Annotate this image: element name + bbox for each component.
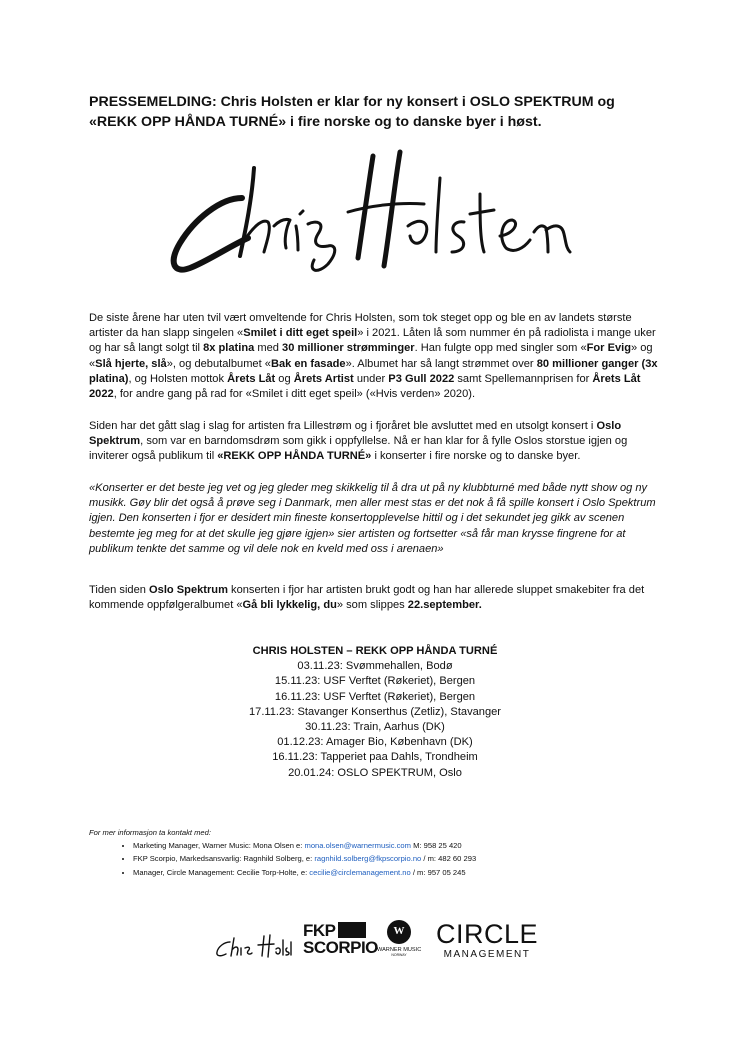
tour-date: 01.12.23: Amager Bio, København (DK) xyxy=(277,736,473,749)
paragraph-oslo-spektrum: Siden har det gått slag i slag for artisten fra Lillestrøm og i fjoråret ble avsluttet med en utsolgt konsert i Oslo Spektrum, som var en barndomsdrøm som gikk i oppfyllelse. Nå er han klar for å fylle Oslos storstue igjen og inviterer også publikum til «REKK OPP HÅNDA TURNÉ» i konserter i fire norske og to danske byer. xyxy=(89,420,628,463)
contact-item: • Marketing Manager, Warner Music: Mona Olsen e: mona.olsen@warnermusic.com M: 958 25 420 xyxy=(133,839,689,852)
contact-info xyxy=(89,826,689,879)
tour-date: 15.11.23: USF Verftet (Røkeriet), Bergen xyxy=(274,675,476,688)
tour-dates xyxy=(89,644,661,781)
tour-date: 16.11.23: Tapperiet paa Dahls, Trondheim xyxy=(272,751,478,764)
signature-chris-holsten xyxy=(168,148,578,278)
paragraph-new-album: Tiden siden Oslo Spektrum konserten i fjor har artisten brukt godt og han har allerede sluppet smakebiter fra det kommende oppfølgeralbumet «Gå bli lykkelig, du» som slippes 22.september. xyxy=(89,584,645,612)
contact-intro: For mer informasjon ta kontakt med: xyxy=(89,828,211,837)
tour-heading: CHRIS HOLSTEN – REKK OPP HÅNDA TURNÉ xyxy=(252,645,498,657)
email-link-ragnhild[interactable]: ragnhild.solberg@fkpscorpio.no xyxy=(314,854,422,864)
warner-music-logo: W WARNER MUSIC NORWAY xyxy=(377,920,421,957)
tour-date: 17.11.23: Stavanger Konserthus (Zetliz), Stavanger xyxy=(248,705,501,718)
contact-list xyxy=(89,839,689,879)
tour-date: 03.11.23: Svømmehallen, Bodø xyxy=(297,660,453,673)
fkp-scorpio-logo: FKP SCORPIO xyxy=(303,921,378,957)
circle-management-logo: CIRCLE MANAGEMENT xyxy=(436,919,539,960)
contact-item: • FKP Scorpio, Markedsansvarlig: Ragnhild Solberg, e: ragnhild.solberg@fkpscorpio.no / m: 482 60 293 xyxy=(133,852,689,865)
paragraph-quote: «Konserter er det beste jeg vet og jeg gleder meg skikkelig til å dra ut på ny klubbturné med både nytt show og ny musikk. Gøy blir det også å prøve seg i Danmark, men aller mest stas er det nok å få spille konsert i Oslo Spektrum igjen. Den konserten i fjor er desidert min fineste konsertopplevelse hittil og i det sekundet jeg gikk av scenen bestemte jeg meg for at det skulle jeg gjøre igjen» sier artisten og fortsetter «så får man krysse fingrene for at publikum tenkte det samme og vil dele nok en kveld med oss i arenaen» xyxy=(89,482,656,555)
tour-date: 20.01.24: OSLO SPEKTRUM, Oslo xyxy=(288,766,462,779)
chris-holsten-logo xyxy=(214,932,294,960)
scorpio-icon xyxy=(338,922,366,938)
contact-item: • Manager, Circle Management: Cecilie Torp-Holte, e: cecilie@circlemanagement.no / m: 957 05 245 xyxy=(133,866,689,879)
warner-icon: W xyxy=(387,920,411,944)
partner-logos xyxy=(214,918,544,970)
paragraph-intro: De siste årene har uten tvil vært omveltende for Chris Holsten, som tok steget opp og ble en av landets største artister da han slapp singelen «Smilet i ditt eget speil» i 2021. Låten lå som nummer én på radiolista i mange uker og har så langt solgt til 8x platina med 30 millioner strømminger. Han fulgte opp med singler som «For Evig» og «Slå hjerte, slå», og debutalbumet «Bak en fasade». Albumet har så langt strømmet over 80 millioner ganger (3x platina), og Holsten mottok Årets Låt og Årets Artist under P3 Gull 2022 samt Spellemannprisen for Årets Låt 2022, for andre gang på rad for «Smilet i ditt eget speil» («Hvis verden» 2020). xyxy=(89,312,658,401)
email-link-cecilie[interactable]: cecilie@circlemanagement.no xyxy=(309,867,411,877)
tour-date: 16.11.23: USF Verftet (Røkeriet), Bergen xyxy=(274,690,476,703)
email-link-mona[interactable]: mona.olsen@warnermusic.com xyxy=(304,841,411,851)
tour-date: 30.11.23: Train, Aarhus (DK) xyxy=(305,721,445,734)
page-title: PRESSEMELDING: Chris Holsten er klar for ny konsert i OSLO SPEKTRUM og «REKK OPP HÅNDA TURNÉ» i fire norske og to danske byer i høst. xyxy=(89,94,615,130)
